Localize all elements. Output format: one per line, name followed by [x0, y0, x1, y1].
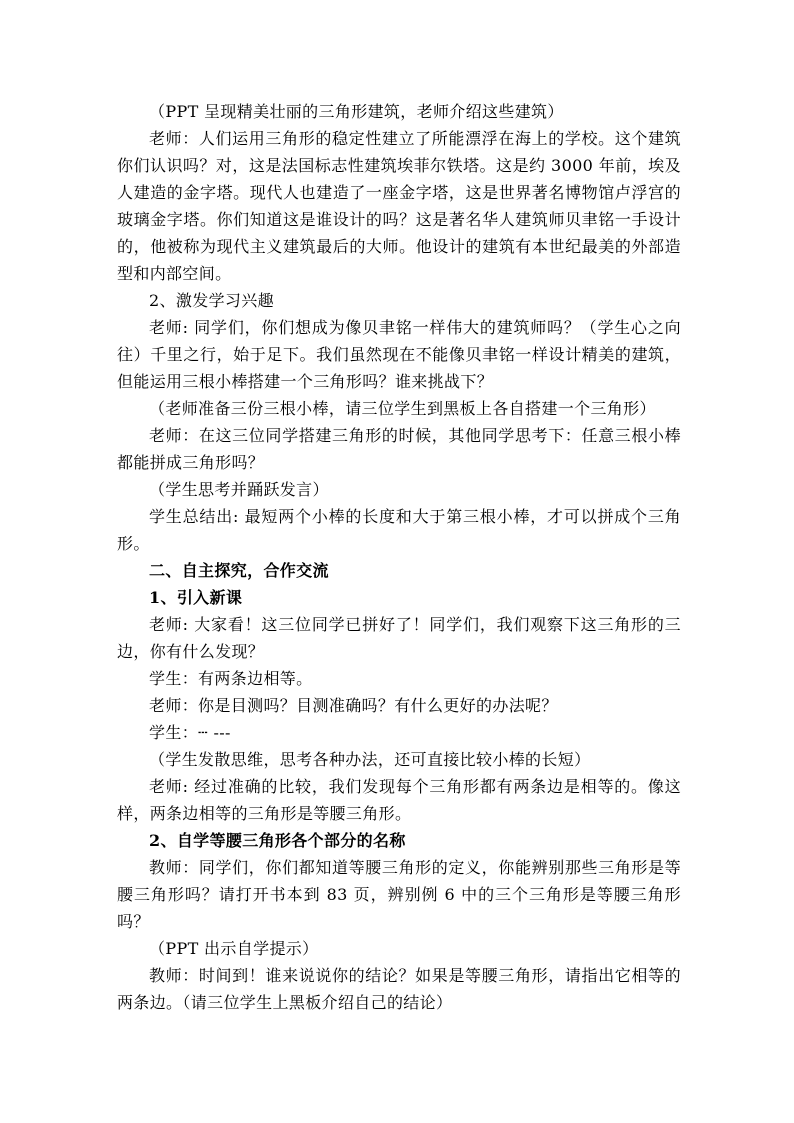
- paragraph-student-ellipsis: 学生：┄ ---: [149, 723, 231, 742]
- paragraph-stick-prep: （老师准备三份三根小棒，请三位学生到黑板上各自搭建一个三角形）: [149, 399, 656, 418]
- document-body: [117, 98, 681, 1016]
- paragraph-teacher-challenge: 老师: 同学们，你们想成为像贝聿铭一样伟大的建筑师吗？（学生心之向往）千里之行，始于足下。我们虽然现在不能像贝聿铭一样设计精美的建筑，但能运用三根小棒搭建一个三角形吗？谁来挑战下？: [117, 318, 681, 391]
- paragraph-teacher-definition: 老师: 经过准确的比较，我们发现每个三角形都有两条边是相等的。像这样，两条边相等的三角形是等腰三角形。: [117, 777, 681, 823]
- paragraph-student-thinking: （学生思考并踊跃发言）: [149, 480, 329, 499]
- paragraph-student-equal-sides: 学生：有两条边相等。: [149, 669, 313, 688]
- paragraph-teacher-buildings: 老师：人们运用三角形的稳定性建立了所能漂浮在海上的学校。这个建筑你们认识吗？对，这是法国标志性建筑埃菲尔铁塔。这是约 3000 年前，埃及人建造的金字塔。现代人也建造了一座金字塔，这是世界著名博物馆卢浮宫的玻璃金字塔。你们知道这是谁设计的吗？这是著名华人建筑师贝聿铭一手设计的，他被称为现代主义建筑最后的大师。他设计的建筑有本世纪最美的外部造型和内部空间。: [117, 129, 681, 283]
- paragraph-teacher-identify: 教师：同学们，你们都知道等腰三角形的定义，你能辨别那些三角形是等腰三角形吗？请打开书本到 83 页，辨别例 6 中的三个三角形是等腰三角形吗？: [117, 858, 681, 931]
- paragraph-teacher-question: 老师：在这三位同学搭建三角形的时候，其他同学思考下：任意三根小棒都能拼成三角形吗？: [117, 426, 681, 472]
- section-heading-self-study: 2、自学等腰三角形各个部分的名称: [149, 831, 406, 850]
- paragraph-teacher-conclusion: 教师：时间到！谁来说说你的结论？如果是等腰三角形，请指出它相等的两条边。（请三位学生上黑板介绍自己的结论）: [117, 966, 681, 1012]
- paragraph-teacher-observe: 老师: 大家看！这三位同学已拼好了！同学们，我们观察下这三角形的三边，你有什么发现？: [117, 615, 681, 661]
- section-heading-explore: 二、自主探究，合作交流: [149, 561, 329, 580]
- paragraph-student-summary: 学生总结出: 最短两个小棒的长度和大于第三根小棒，才可以拼成个三角形。: [117, 507, 681, 553]
- paragraph-teacher-measure: 老师：你是目测吗？目测准确吗？有什么更好的办法呢？: [149, 696, 558, 715]
- section-heading-new-lesson: 1、引入新课: [149, 588, 243, 607]
- paragraph-student-divergent: （学生发散思维，思考各种办法，还可直接比较小棒的长短）: [149, 750, 591, 769]
- paragraph-ppt-intro: （PPT 呈现精美壮丽的三角形建筑，老师介绍这些建筑）: [149, 102, 564, 121]
- section-heading-interest: 2、激发学习兴趣: [149, 291, 274, 310]
- paragraph-ppt-hint: （PPT 出示自学提示）: [149, 939, 319, 958]
